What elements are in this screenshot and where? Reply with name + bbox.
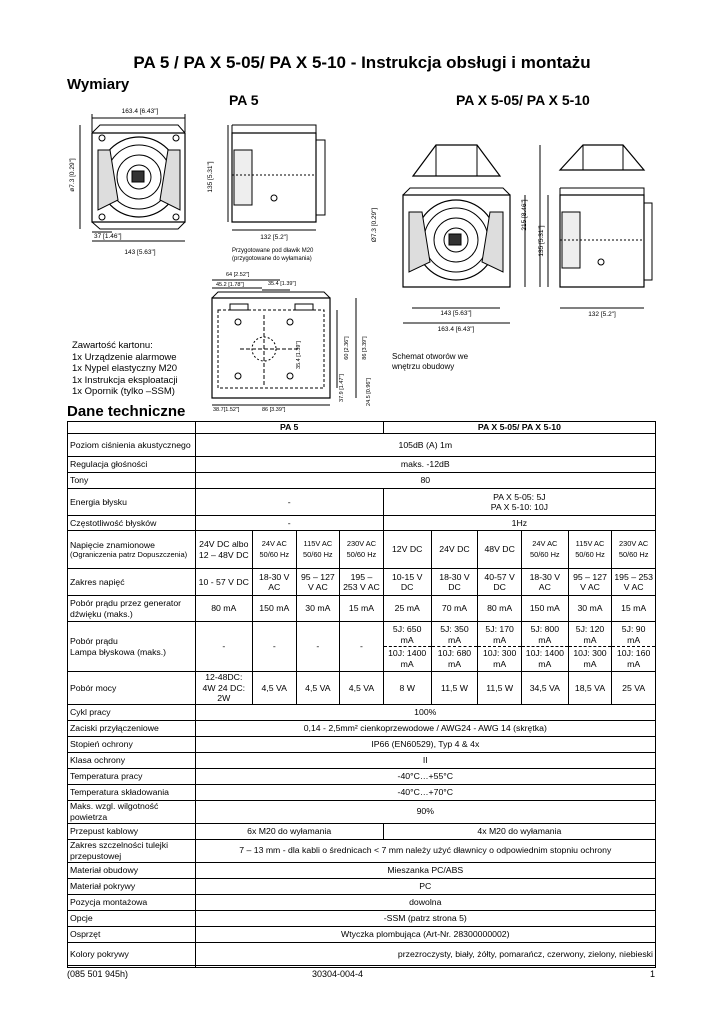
cell: 4,5 VA: [252, 672, 296, 705]
dim-pa5-offset: 37 [1.46"]: [94, 233, 122, 240]
dim-pax-depth: 132 [5.2"]: [588, 311, 616, 318]
cell: 80 mA: [195, 596, 252, 622]
cell: PC: [195, 878, 655, 894]
cell: 150 mA: [252, 596, 296, 622]
dim-pa5-hole: ø7.3 [0.29"]: [69, 158, 76, 192]
cell: 90%: [195, 800, 655, 823]
table-row: [68, 704, 656, 720]
row-label: Zakres napięć: [68, 569, 196, 596]
cell: 11,5 W: [478, 672, 522, 705]
table-row: [68, 878, 656, 894]
section-heading-dimensions: Wymiary: [67, 76, 130, 93]
dim-pa5-width: 163.4 [6.43"]: [121, 108, 159, 115]
contents-line: 1x Opornik (tylko –SSM): [72, 386, 175, 398]
cell: 18-30 V AC: [252, 569, 296, 596]
cell: -SSM (patrz strona 5): [195, 910, 655, 926]
table-row: [68, 736, 656, 752]
cell: 4,5 VA: [296, 672, 340, 705]
table-row: [68, 473, 656, 489]
footer-doc-number: (085 501 945h): [67, 969, 129, 979]
flash-line: PA X 5-05: 5J: [493, 491, 546, 502]
row-label: Stopień ochrony: [68, 736, 196, 752]
dim-holes-64: 64 [2.52"]: [226, 272, 250, 278]
dim-holes-35: 35.4 [1.39"]: [268, 281, 296, 287]
row-label: Pobór prądu przez generator dźwięku (maks.): [68, 596, 196, 622]
dim-pa5-inner: 143 [5.63"]: [124, 249, 156, 256]
cell: Wtyczka plombująca (Art-Nr. 28300000002): [195, 926, 655, 942]
cell: 5J: 90 mA 10J: 160 mA: [612, 622, 656, 672]
cell: 30 mA: [296, 596, 340, 622]
cell: 24V AC 50/60 Hz: [521, 531, 568, 569]
dim-pax-hole: Ø7.3 [0.29"]: [371, 207, 378, 243]
cell: IP66 (EN60529), Typ 4 & 4x: [195, 736, 655, 752]
cell: dowolna: [195, 894, 655, 910]
cell: 70 mA: [431, 596, 478, 622]
footer-page-number: 1: [650, 969, 656, 979]
cell: 230V AC 50/60 Hz: [340, 531, 384, 569]
cell: 25 mA: [383, 596, 431, 622]
contents-line: Zawartość kartonu:: [72, 340, 153, 351]
section-heading-tech: Dane techniczne: [67, 403, 186, 420]
row-label: Przepust kablowy: [68, 823, 196, 839]
flash-line: PA X 5-10: 10J: [490, 502, 549, 512]
table-row: [68, 531, 656, 569]
cell: 34,5 VA: [521, 672, 568, 705]
cell: 18,5 VA: [568, 672, 612, 705]
dim-holes-45: 45.2 [1.78"]: [216, 282, 244, 288]
cell: 10 - 57 V DC: [195, 569, 252, 596]
dim-holes-245: 24.5 [0.96"]: [366, 378, 372, 406]
cell: 115V AC 50/60 Hz: [568, 531, 612, 569]
cell: 7 – 13 mm - dla kabli o średnicach < 7 mm należy użyć dławnicy o odpowiednim stopniu ochrony: [195, 839, 655, 862]
holes-note-line: wnętrzu obudowy: [392, 361, 455, 371]
table-row: [68, 926, 656, 942]
row-label: Materiał pokrywy: [68, 878, 196, 894]
table-row: [68, 910, 656, 926]
cell: 18-30 V AC: [521, 569, 568, 596]
cell: 195 – 253 V AC: [612, 569, 656, 596]
dim-pa5-depth: 132 [5.2"]: [260, 234, 288, 241]
dim-pax-total: 215 [8.46"]: [521, 199, 528, 231]
table-row: [68, 942, 656, 967]
cell: 105dB (A) 1m: [195, 434, 655, 457]
table-row: [68, 569, 656, 596]
contents-line: 1x Instrukcja eksploatacji: [72, 374, 178, 386]
row-label: Zakres szczelności tulejki przepustowej: [68, 839, 196, 862]
header-pa5: PA 5: [229, 92, 259, 108]
cell: 0,14 - 2,5mm² cienkoprzewodowe / AWG24 - AWG 14 (skrętka): [195, 720, 655, 736]
cell: 18-30 V DC: [431, 569, 478, 596]
table-row: [68, 720, 656, 736]
dim-holes-60: 60 [2.36"]: [344, 336, 350, 360]
cell: 6x M20 do wyłamania: [195, 823, 383, 839]
cell: 1Hz: [383, 516, 655, 531]
table-row: [68, 516, 656, 531]
row-label: Częstotliwość błysków: [68, 516, 196, 531]
cell: 80: [195, 473, 655, 489]
table-row: [68, 596, 656, 622]
dim-pax-height: 135 [5.31"]: [538, 225, 545, 257]
pa5-gland-note: Przygotowane pod dławik M20: [232, 248, 314, 254]
row-label: Energia błysku: [68, 489, 196, 516]
row-label: Pobór prądu Lampa błyskowa (maks.): [68, 622, 196, 672]
table-row: [68, 862, 656, 878]
row-label: Zaciski przyłączeniowe: [68, 720, 196, 736]
pa5-side-view: [228, 125, 325, 230]
table-row: [68, 422, 656, 434]
cell: 100%: [195, 704, 655, 720]
dim-holes-86h: 86 [3.39"]: [262, 407, 286, 413]
row-label: Regulacja głośności: [68, 457, 196, 473]
row-label: Opcje: [68, 910, 196, 926]
holes-note-line: Schemat otworów we: [392, 352, 469, 361]
cell: 230V AC 50/60 Hz: [612, 531, 656, 569]
page-title: PA 5 / PA X 5-05/ PA X 5-10 - Instrukcja obsługi i montażu: [133, 53, 591, 72]
table-row: [68, 457, 656, 473]
cell: Mieszanka PC/ABS: [195, 862, 655, 878]
cell: maks. -12dB: [195, 457, 655, 473]
cell: 8 W: [383, 672, 431, 705]
row-label: Napięcie znamionowe (Ograniczenia patrz Dopuszczenia): [68, 531, 196, 569]
cell: 25 VA: [612, 672, 656, 705]
contents-line: 1x Nypel elastyczny M20: [72, 363, 178, 375]
row-label: Cykl pracy: [68, 704, 196, 720]
row-label: Tony: [68, 473, 196, 489]
dim-pax-inner: 143 [5.63"]: [440, 310, 472, 317]
cell: 95 – 127 V AC: [296, 569, 340, 596]
cell: 12V DC: [383, 531, 431, 569]
cell: 5J: 120 mA 10J: 300 mA: [568, 622, 612, 672]
col-header-pa5: PA 5: [195, 422, 383, 434]
cell: 80 mA: [478, 596, 522, 622]
box-contents: [72, 340, 178, 398]
cell: przezroczysty, biały, żółty, pomarańcz, czerwony, zielony, niebieski: [383, 942, 655, 967]
row-label: Materiał obudowy: [68, 862, 196, 878]
col-header-pax: PA X 5-05/ PA X 5-10: [383, 422, 655, 434]
footer-divider: [67, 965, 656, 966]
dim-holes-387: 38.7[1.52"]: [213, 407, 240, 413]
row-label: Temperatura składowania: [68, 784, 196, 800]
table-row: [68, 434, 656, 457]
row-label: Klasa ochrony: [68, 752, 196, 768]
row-label: Temperatura pracy: [68, 768, 196, 784]
holes-note: [392, 352, 468, 371]
table-row: [68, 823, 656, 839]
table-row: [68, 768, 656, 784]
cell: -: [252, 622, 296, 672]
row-label: Poziom ciśnienia akustycznego: [68, 434, 196, 457]
cell: 24V DC albo 12 – 48V DC: [195, 531, 252, 569]
cell: 10-15 V DC: [383, 569, 431, 596]
cell: [383, 489, 655, 516]
cell: II: [195, 752, 655, 768]
cell: 12-48DC: 4W 24 DC: 2W: [195, 672, 252, 705]
cell: 24V AC 50/60 Hz: [252, 531, 296, 569]
pax-side-view: [548, 145, 652, 308]
pa5-front-view: [80, 114, 185, 241]
table-row: [68, 800, 656, 823]
holes-schematic: [212, 280, 356, 405]
cell: -40°C…+70°C: [195, 784, 655, 800]
row-label: Pozycja montażowa: [68, 894, 196, 910]
table-row: [68, 672, 656, 705]
cell: -40°C…+55°C: [195, 768, 655, 784]
cell: 115V AC 50/60 Hz: [296, 531, 340, 569]
row-label: Pobór mocy: [68, 672, 196, 705]
row-label: Maks. wzgl. wilgotność powietrza: [68, 800, 196, 823]
cell: 30 mA: [568, 596, 612, 622]
dim-pa5-height: 135 [5.31"]: [207, 161, 214, 193]
cell: 150 mA: [521, 596, 568, 622]
cell: 24V DC: [431, 531, 478, 569]
pax-front-view: [403, 145, 540, 323]
cell: -: [195, 489, 383, 516]
spec-table: [67, 421, 656, 968]
table-row: [68, 752, 656, 768]
cell: -: [195, 622, 252, 672]
dim-pax-width: 163.4 [6.43"]: [437, 326, 475, 333]
cell: 5J: 170 mA 10J: 300 mA: [478, 622, 522, 672]
table-row: [68, 894, 656, 910]
header-pax: PA X 5-05/ PA X 5-10: [456, 92, 590, 108]
pa5-gland-note-2: (przygotowane do wyłamania): [232, 256, 312, 262]
cell: -: [340, 622, 384, 672]
row-label: Kolory pokrywy: [68, 942, 196, 967]
table-row: [68, 839, 656, 862]
dim-holes-86v: 86 [3.39"]: [362, 336, 368, 360]
contents-line: 1x Urządzenie alarmowe: [72, 351, 177, 363]
cell: 15 mA: [340, 596, 384, 622]
table-row: [68, 489, 656, 516]
cell: 40-57 V DC: [478, 569, 522, 596]
cell: 48V DC: [478, 531, 522, 569]
cell: -: [195, 516, 383, 531]
table-row: [68, 784, 656, 800]
cell: 4x M20 do wyłamania: [383, 823, 655, 839]
cell: 15 mA: [612, 596, 656, 622]
cell: 5J: 650 mA 10J: 1400 mA: [383, 622, 431, 672]
cell: 95 – 127 V AC: [568, 569, 612, 596]
cell: 11,5 W: [431, 672, 478, 705]
footer-code: 30304-004-4: [312, 969, 364, 979]
dim-holes-379: 37.9 [1.47"]: [339, 374, 345, 402]
cell: 4,5 VA: [340, 672, 384, 705]
dim-holes-35v: 35.4 [1.39"]: [296, 341, 302, 369]
table-row: [68, 622, 656, 672]
cell: 5J: 800 mA 10J: 1400 mA: [521, 622, 568, 672]
cell: 195 – 253 V AC: [340, 569, 384, 596]
cell: -: [296, 622, 340, 672]
cell: 5J: 350 mA 10J: 680 mA: [431, 622, 478, 672]
row-label: Osprzęt: [68, 926, 196, 942]
